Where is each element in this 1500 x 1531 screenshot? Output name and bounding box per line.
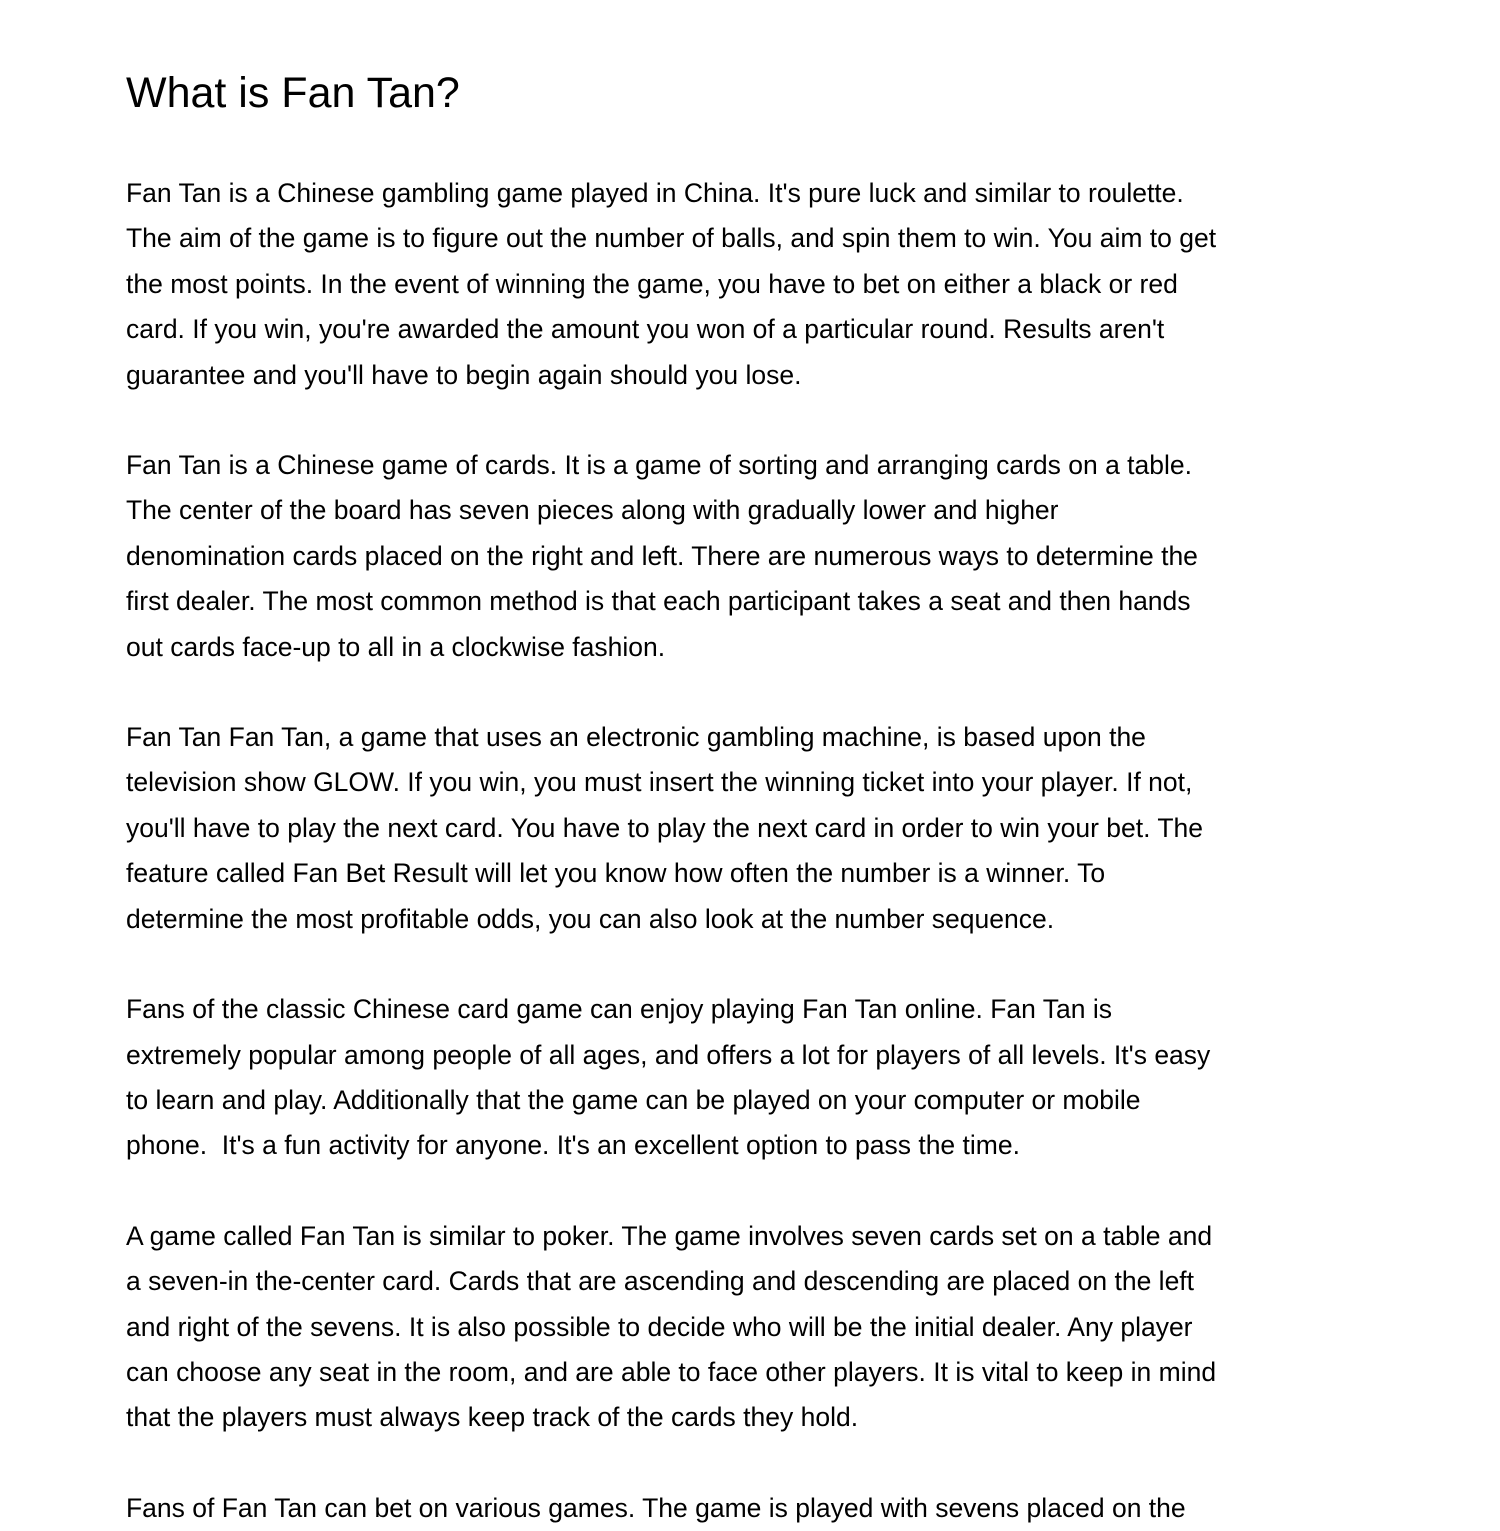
paragraph-line: can choose any seat in the room, and are able to face other players. It is vital to keep in mind: [126, 1356, 1217, 1387]
paragraph-line: out cards face-up to all in a clockwise fashion.: [126, 631, 666, 662]
paragraph-line: you'll have to play the next card. You have to play the next card in order to win your bet. The: [126, 812, 1204, 843]
paragraph-line: Fans of the classic Chinese card game can enjoy playing Fan Tan online. Fan Tan is: [126, 994, 1112, 1025]
paragraph-line: card. If you win, you're awarded the amount you won of a particular round. Results aren't: [126, 314, 1165, 345]
paragraph-line: Fan Tan is a Chinese gambling game played in China. It's pure luck and similar to roulette.: [126, 178, 1184, 208]
paragraph-line: Fan Tan Fan Tan, a game that uses an electronic gambling machine, is based upon the: [126, 722, 1146, 753]
paragraph-line: extremely popular among people of all ages, and offers a lot for players of all levels. It's easy: [126, 1039, 1211, 1070]
paragraph-line: the most points. In the event of winning the game, you have to bet on either a black or red: [126, 268, 1178, 299]
paragraph-line: determine the most profitable odds, you can also look at the number sequence.: [126, 903, 1055, 934]
paragraph-line: television show GLOW. If you win, you must insert the winning ticket into your player. If not,: [126, 767, 1193, 798]
paragraph-line: first dealer. The most common method is that each participant takes a seat and then hands: [126, 586, 1191, 617]
paragraph-line: a seven-in the-center card. Cards that are ascending and descending are placed on the left: [126, 1266, 1195, 1297]
paragraph-1: [126, 171, 1386, 398]
paragraph-line: to learn and play. Additionally that the game can be played on your computer or mobile: [126, 1084, 1141, 1115]
paragraph-line: denomination cards placed on the right and left. There are numerous ways to determine the: [126, 540, 1198, 571]
paragraph-3: [126, 715, 1386, 942]
paragraph-line: phone. It's a fun activity for anyone. It's an excellent option to pass the time.: [126, 1130, 1020, 1161]
paragraph-5: [126, 1214, 1386, 1441]
paragraph-line: guarantee and you'll have to begin again should you lose.: [126, 359, 802, 390]
paragraph-line: feature called Fan Bet Result will let you know how often the number is a winner. To: [126, 858, 1106, 889]
paragraph-2: [126, 443, 1386, 670]
document-body: [126, 66, 1386, 1531]
paragraph-line: that the players must always keep track of the cards they hold.: [126, 1402, 859, 1433]
paragraph-line: The center of the board has seven pieces along with gradually lower and higher: [126, 495, 1059, 526]
paragraph-line: and right of the sevens. It is also possible to decide who will be the initial dealer. Any player: [126, 1311, 1193, 1342]
page-title: What is Fan Tan?: [126, 69, 460, 117]
paragraph-line: Fan Tan is a Chinese game of cards. It is a game of sorting and arranging cards on a table.: [126, 450, 1193, 481]
paragraph-line: Fans of Fan Tan can bet on various games. The game is played with sevens placed on the: [126, 1492, 1186, 1523]
paragraph-line: A game called Fan Tan is similar to poker. The game involves seven cards set on a table and: [126, 1220, 1213, 1251]
paragraph-4: [126, 987, 1386, 1169]
paragraph-line: The aim of the game is to figure out the number of balls, and spin them to win. You aim to get: [126, 223, 1217, 254]
paragraph-6: [126, 1486, 1386, 1531]
